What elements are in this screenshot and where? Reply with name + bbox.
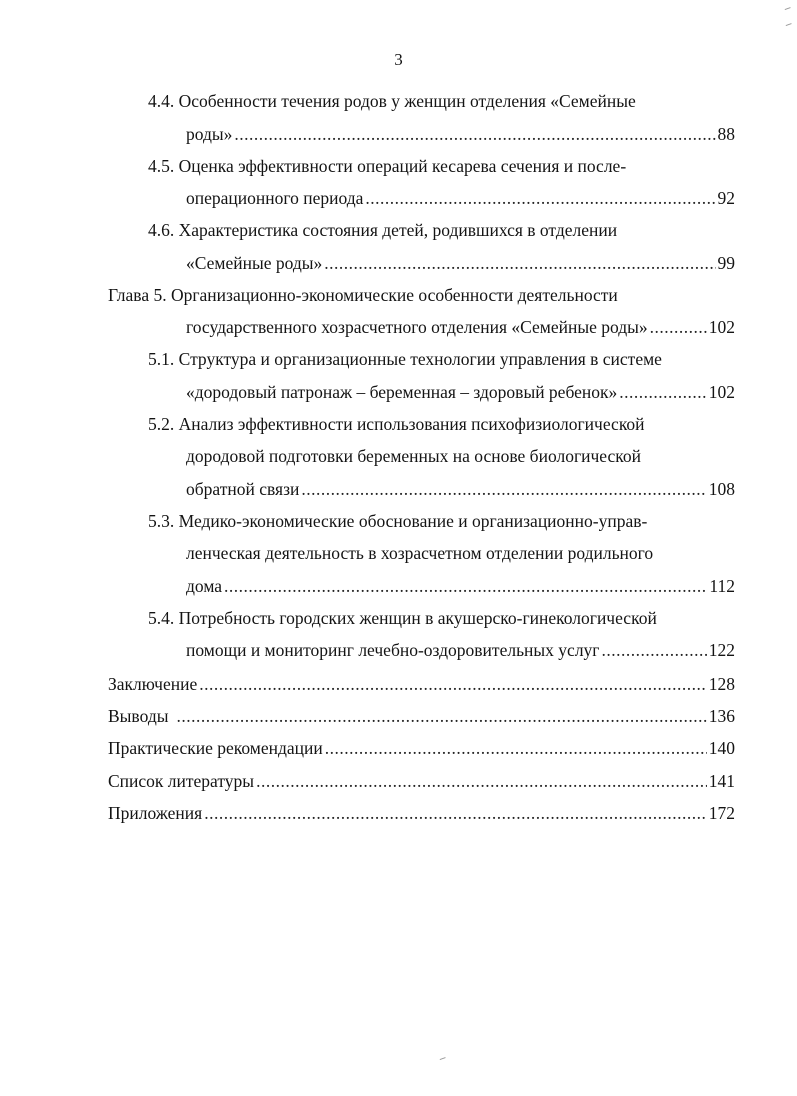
toc-entry-4-4[interactable] <box>186 123 735 145</box>
toc-entry-4-6-line2: «Семейные роды» <box>186 253 323 273</box>
leader-dots <box>199 673 707 695</box>
toc-entry-5-4[interactable] <box>186 639 735 661</box>
scan-mark <box>440 1057 447 1062</box>
leader-dots <box>324 252 715 274</box>
toc-entry-4-5[interactable] <box>186 187 735 209</box>
toc-entry-5-1-line1: 5.1. Структура и организационные технологии управления в системе <box>148 349 662 369</box>
toc-recommendations-title: Практические рекомендации <box>108 738 323 758</box>
toc-entry-4-5-line2: операционного периода <box>186 188 364 208</box>
toc-page-number: 102 <box>708 382 735 402</box>
toc-page-number: 99 <box>717 253 735 273</box>
toc-page-number: 108 <box>708 479 735 499</box>
toc-findings[interactable] <box>108 705 735 727</box>
toc-entry-5-2[interactable] <box>186 478 735 500</box>
toc-conclusion[interactable] <box>108 673 735 695</box>
toc-entry-5-3-line2: ленческая деятельность в хозрасчетном отделении родильного <box>186 543 654 563</box>
toc-entry-4-5-line1: 4.5. Оценка эффективности операций кесарева сечения и после- <box>148 156 627 176</box>
toc-entry-4-6-line1: 4.6. Характеристика состояния детей, родившихся в отделении <box>148 220 618 240</box>
toc-entry-4-6[interactable] <box>186 252 735 274</box>
leader-dots <box>224 575 707 597</box>
toc-page-number: 112 <box>709 576 735 596</box>
toc-page-number: 122 <box>708 640 735 660</box>
toc-page-number: 140 <box>708 738 735 758</box>
toc-page-number: 141 <box>708 771 735 791</box>
toc-recommendations[interactable] <box>108 737 735 759</box>
page-number: 3 <box>394 50 403 69</box>
toc-references-title: Список литературы <box>108 771 255 791</box>
toc-page-number: 136 <box>708 706 735 726</box>
toc-conclusion-title: Заключение <box>108 674 198 694</box>
toc-appendices[interactable] <box>108 802 735 824</box>
leader-dots <box>204 802 707 824</box>
toc-entry-5-2-line1: 5.2. Анализ эффективности использования психофизиологической <box>148 414 645 434</box>
leader-dots <box>619 381 706 403</box>
toc-chapter-5[interactable] <box>186 316 735 338</box>
toc-findings-title: Выводы <box>108 706 169 726</box>
toc-appendices-title: Приложения <box>108 803 203 823</box>
scan-mark <box>786 23 793 28</box>
toc-chapter-5-line2: государственного хозрасчетного отделения «Семейные роды» <box>186 317 648 337</box>
leader-dots <box>365 187 715 209</box>
toc-page-number: 102 <box>708 317 735 337</box>
toc-entry-5-3[interactable] <box>186 575 735 597</box>
scan-mark <box>785 7 792 12</box>
toc-entry-5-4-line2: помощи и мониторинг лечебно-оздоровительных услуг <box>186 640 600 660</box>
toc-entry-5-1[interactable] <box>186 381 735 403</box>
toc-page-number: 128 <box>708 674 735 694</box>
leader-dots <box>234 123 715 145</box>
leader-dots <box>176 705 706 727</box>
toc-entry-5-3-line1: 5.3. Медико-экономические обоснование и организационно-управ- <box>148 511 648 531</box>
toc-references[interactable] <box>108 770 735 792</box>
toc-page-number: 92 <box>717 188 735 208</box>
leader-dots <box>601 639 706 661</box>
leader-dots <box>325 737 707 759</box>
leader-dots <box>256 770 707 792</box>
toc-entry-5-2-line2: дородовой подготовки беременных на основе биологической <box>186 446 641 466</box>
toc-entry-4-4-line1: 4.4. Особенности течения родов у женщин отделения «Семейные <box>148 91 636 111</box>
leader-dots <box>301 478 706 500</box>
toc-page-number: 88 <box>717 124 735 144</box>
toc-chapter-5-line1: Глава 5. Организационно-экономические особенности деятельности <box>108 285 618 305</box>
toc-entry-5-1-line2: «дородовый патронаж – беременная – здоровый ребенок» <box>186 382 618 402</box>
toc-entry-5-3-line3: дома <box>186 576 223 596</box>
toc-page-number: 172 <box>708 803 735 823</box>
toc-entry-5-4-line1: 5.4. Потребность городских женщин в акушерско-гинекологической <box>148 608 657 628</box>
toc-entry-4-4-line2: роды» <box>186 124 233 144</box>
leader-dots <box>650 316 707 338</box>
toc-entry-5-2-line3: обратной связи <box>186 479 300 499</box>
